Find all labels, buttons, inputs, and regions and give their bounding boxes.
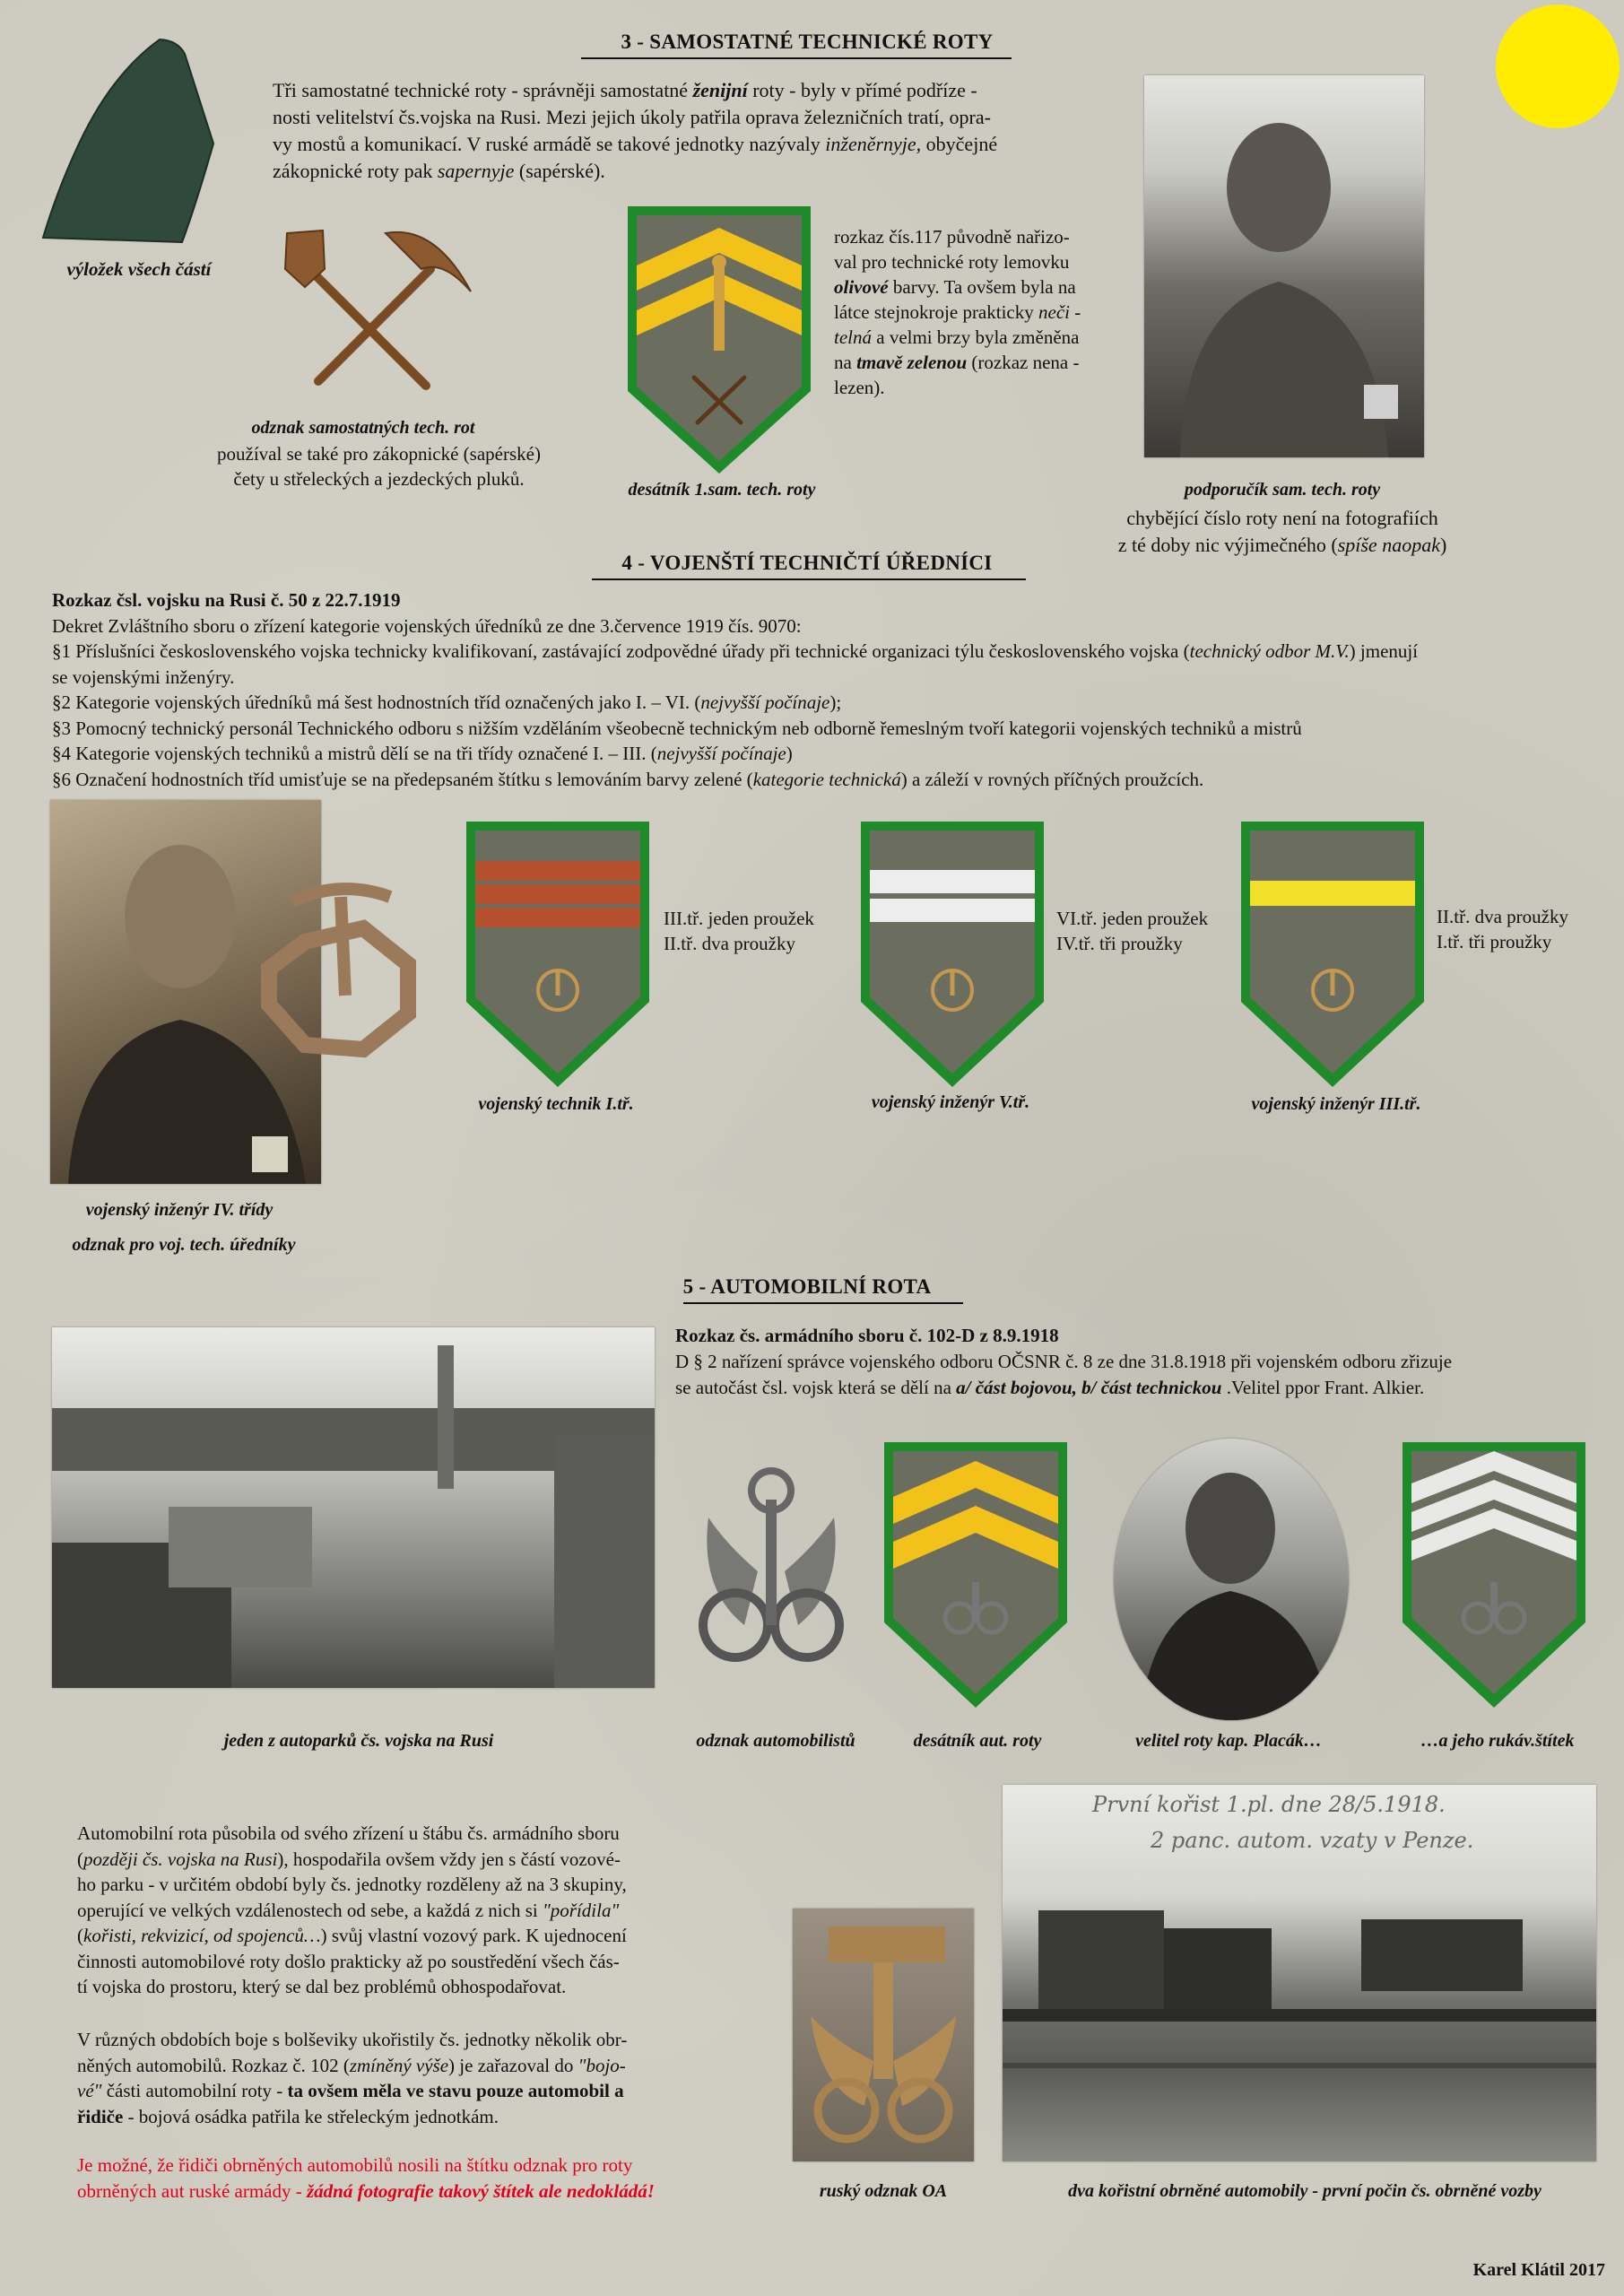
armored-cars-photo <box>1003 1785 1596 2161</box>
desatnik-aut-shield <box>881 1439 1071 1712</box>
autopark-caption: jeden z autoparků čs. vojska na Rusi <box>223 1731 494 1751</box>
section5-para1: Automobilní rota působila od svého zřízení u štábu čs. armádního sboru (později čs. vojska na Rusi), hospodařila ovšem vždy jen s částí vozové- ho parku - v určitém období byly čs. jednotky rozděleny až na 3 skupiny, operující ve velkých vzdálenostech od sebe, a každá z nich si "pořídila" (kořisti, rekvizicí, od spojenců…) svůj vlastní vozový park. K ujednocení činnosti automobilové roty došlo prakticky až po soustředění všech čás- tí vojska do prostoru, který se dal bez problémů obhospodařovat. <box>77 1822 627 1997</box>
author-signature: Karel Klátil 2017 <box>1472 2260 1605 2280</box>
order-117-text: rozkaz čís.117 původně nařizo- val pro technické roty lemovku olivové barvy. Ta ovšem byla na látce stejnokroje prakticky neči - telná a velmi brzy byla změněna na tmavě zelenou (rozkaz nena - lezen). <box>834 226 1081 398</box>
badge-text: používal se také pro zákopnické (sapérské) čety u střeleckých a jezdeckých pluků. <box>217 443 541 490</box>
automobilist-badge-icon <box>690 1464 852 1670</box>
officer-silhouette <box>1144 75 1424 457</box>
section4-decree: Rozkaz čsl. vojsku na Rusi č. 50 z 22.7.1919 Dekret Zvláštního sboru o zřízení kategorie vojenských úředníků ze dne 3.července 1919 čís. 9070: §1 Příslušníci československého vojska technicky kvalifikovaní, zastávající zodpovědné úřady při technické organizaci týlu československého vojska (technický odbor M.V.) jmenují se vojenskými inženýry. §2 Kategorie vojenských úředníků má šest hodnostních tříd označených jako I. – VI. (nejvyšší počínaje); §3 Pomocný technický personál Technického odboru s nižším vzděláním všeobecně technickým neb odborně řemeslným tvoří kategorii vojenských techniků a mistrů §4 Kategorie vojenských techniků a mistrů dělí se na tři třídy označené I. – III. (nejvyšší počínaje) §6 Označení hodnostních tříd umisťuje se na předepsaném štítku s lemováním barvy zelené (kategorie technická) a záleží v rovných příčných proužcích. <box>52 587 1594 792</box>
vylozek-patch <box>34 36 231 251</box>
commander-caption: velitel roty kap. Placák… <box>1135 1731 1322 1751</box>
russian-oa-badge-photo <box>793 1909 974 2161</box>
russian-oa-caption: ruský odznak OA <box>819 2181 948 2201</box>
section4-order-title: Rozkaz čsl. vojsku na Rusi č. 50 z 22.7.1919 <box>52 589 401 611</box>
section5-red-note: Je možné, že řidiči obrněných automobilů nosili na štítku odznak pro roty obrněných aut ruské armády - žádná fotografie takový štítek ale nedokládá! <box>77 2154 655 2202</box>
automobilist-badge-caption: odznak automobilistů <box>696 1731 855 1751</box>
technical-badge-icon <box>256 879 421 1067</box>
commander-portrait <box>1114 1439 1349 1720</box>
desatnik-shield <box>624 203 814 477</box>
section5-title: 5 - AUTOMOBILNÍ ROTA <box>682 1275 932 1298</box>
officer-photo <box>1144 75 1424 457</box>
pick-shovel-badge-icon <box>269 220 475 399</box>
autopark-scene <box>52 1327 655 1688</box>
russian-oa-badge-icon <box>793 1909 974 2161</box>
shield1-caption: vojenský technik I.tř. <box>478 1094 634 1114</box>
shield3-notes: II.tř. dva proužky I.tř. tři proužky <box>1437 906 1568 952</box>
section3-intro: Tři samostatné technické roty - správněji samostatné ženijní roty - byly v přímé podříze - nosti velitelství čs.vojska na Rusi. Mezi jejich úkoly patřila oprava železničních tratí, opra- vy mostů a komunikací. V ruské armádě se takové jednotky nazývaly inženěrnyje, obyčejné zákopnické roty pak sapernyje (sapérské). <box>273 79 998 182</box>
shield1-notes: III.tř. jeden proužek II.tř. dva proužky <box>664 908 814 954</box>
shield2-notes: VI.tř. jeden proužek IV.tř. tři proužky <box>1056 908 1209 954</box>
shield-inzenyr-3 <box>1238 818 1428 1091</box>
armored-cars-caption: dva kořistní obrněné automobily - první počin čs. obrněné vozby <box>1068 2181 1541 2201</box>
section3-title: 3 - SAMOSTATNÉ TECHNICKÉ ROTY <box>621 30 994 53</box>
autopark-photo <box>52 1327 655 1688</box>
section5-para2: V různých obdobích boje s bolševiky ukořistily čs. jednotky několik obr- něných automobilů. Rozkaz č. 102 (zmíněný výše) je zařazoval do "bojo- vé" části automobilní roty - ta ovšem měla ve stavu pouze automobil a řidiče - bojová osádka patřila ke střeleckým jednotkám. <box>77 2029 628 2127</box>
officer-text: chybějící číslo roty není na fotografiích z té doby nic výjimečného (spíše naopak) <box>1117 507 1447 556</box>
officer-caption: podporučík sam. tech. roty <box>1184 480 1381 500</box>
section3-title-underline <box>581 57 1012 59</box>
shield3-caption: vojenský inženýr III.tř. <box>1251 1094 1421 1114</box>
badge-caption: odznak samostatných tech. rot <box>251 418 475 438</box>
shield-technik-1 <box>463 818 653 1091</box>
section4-title-underline <box>592 578 1026 580</box>
shield-inzenyr-5 <box>857 818 1047 1091</box>
section5-title-underline <box>683 1302 963 1304</box>
photo-handwriting-2: 2 panc. autom. vzaty v Penze. <box>1151 1828 1474 1853</box>
photo-handwriting-1: První kořist 1.pl. dne 28/5.1918. <box>1092 1792 1446 1817</box>
sleeve-shield <box>1399 1439 1589 1712</box>
section5-order: Rozkaz čs. armádního sboru č. 102-D z 8.9.1918 D § 2 nařízení správce vojenského odboru OČSNR č. 8 ze dne 31.8.1918 při vojenském odboru zřizuje se autočást čsl. vojsk která se dělí na a/ část bojovou, b/ část technickou .Velitel ppor Frant. Alkier. <box>675 1325 1453 1398</box>
sleeve-shield-caption: …a jeho rukáv.štítek <box>1420 1731 1575 1751</box>
technical-badge-caption: odznak pro voj. tech. úředníky <box>72 1235 296 1255</box>
vylozek-caption: výložek všech částí <box>66 258 212 280</box>
desatnik-aut-caption: desátník aut. roty <box>913 1731 1042 1751</box>
engineer-photo-caption: vojenský inženýr IV. třídy <box>85 1200 274 1220</box>
section4-title: 4 - VOJENŠTÍ TECHNIČTÍ ÚŘEDNÍCI <box>621 552 993 574</box>
armored-cars-scene <box>1003 1785 1596 2161</box>
shield2-caption: vojenský inženýr V.tř. <box>871 1092 1030 1112</box>
desatnik-caption: desátník 1.sam. tech. roty <box>628 480 816 500</box>
commander-silhouette <box>1114 1439 1349 1720</box>
yellow-circle <box>1496 4 1620 128</box>
